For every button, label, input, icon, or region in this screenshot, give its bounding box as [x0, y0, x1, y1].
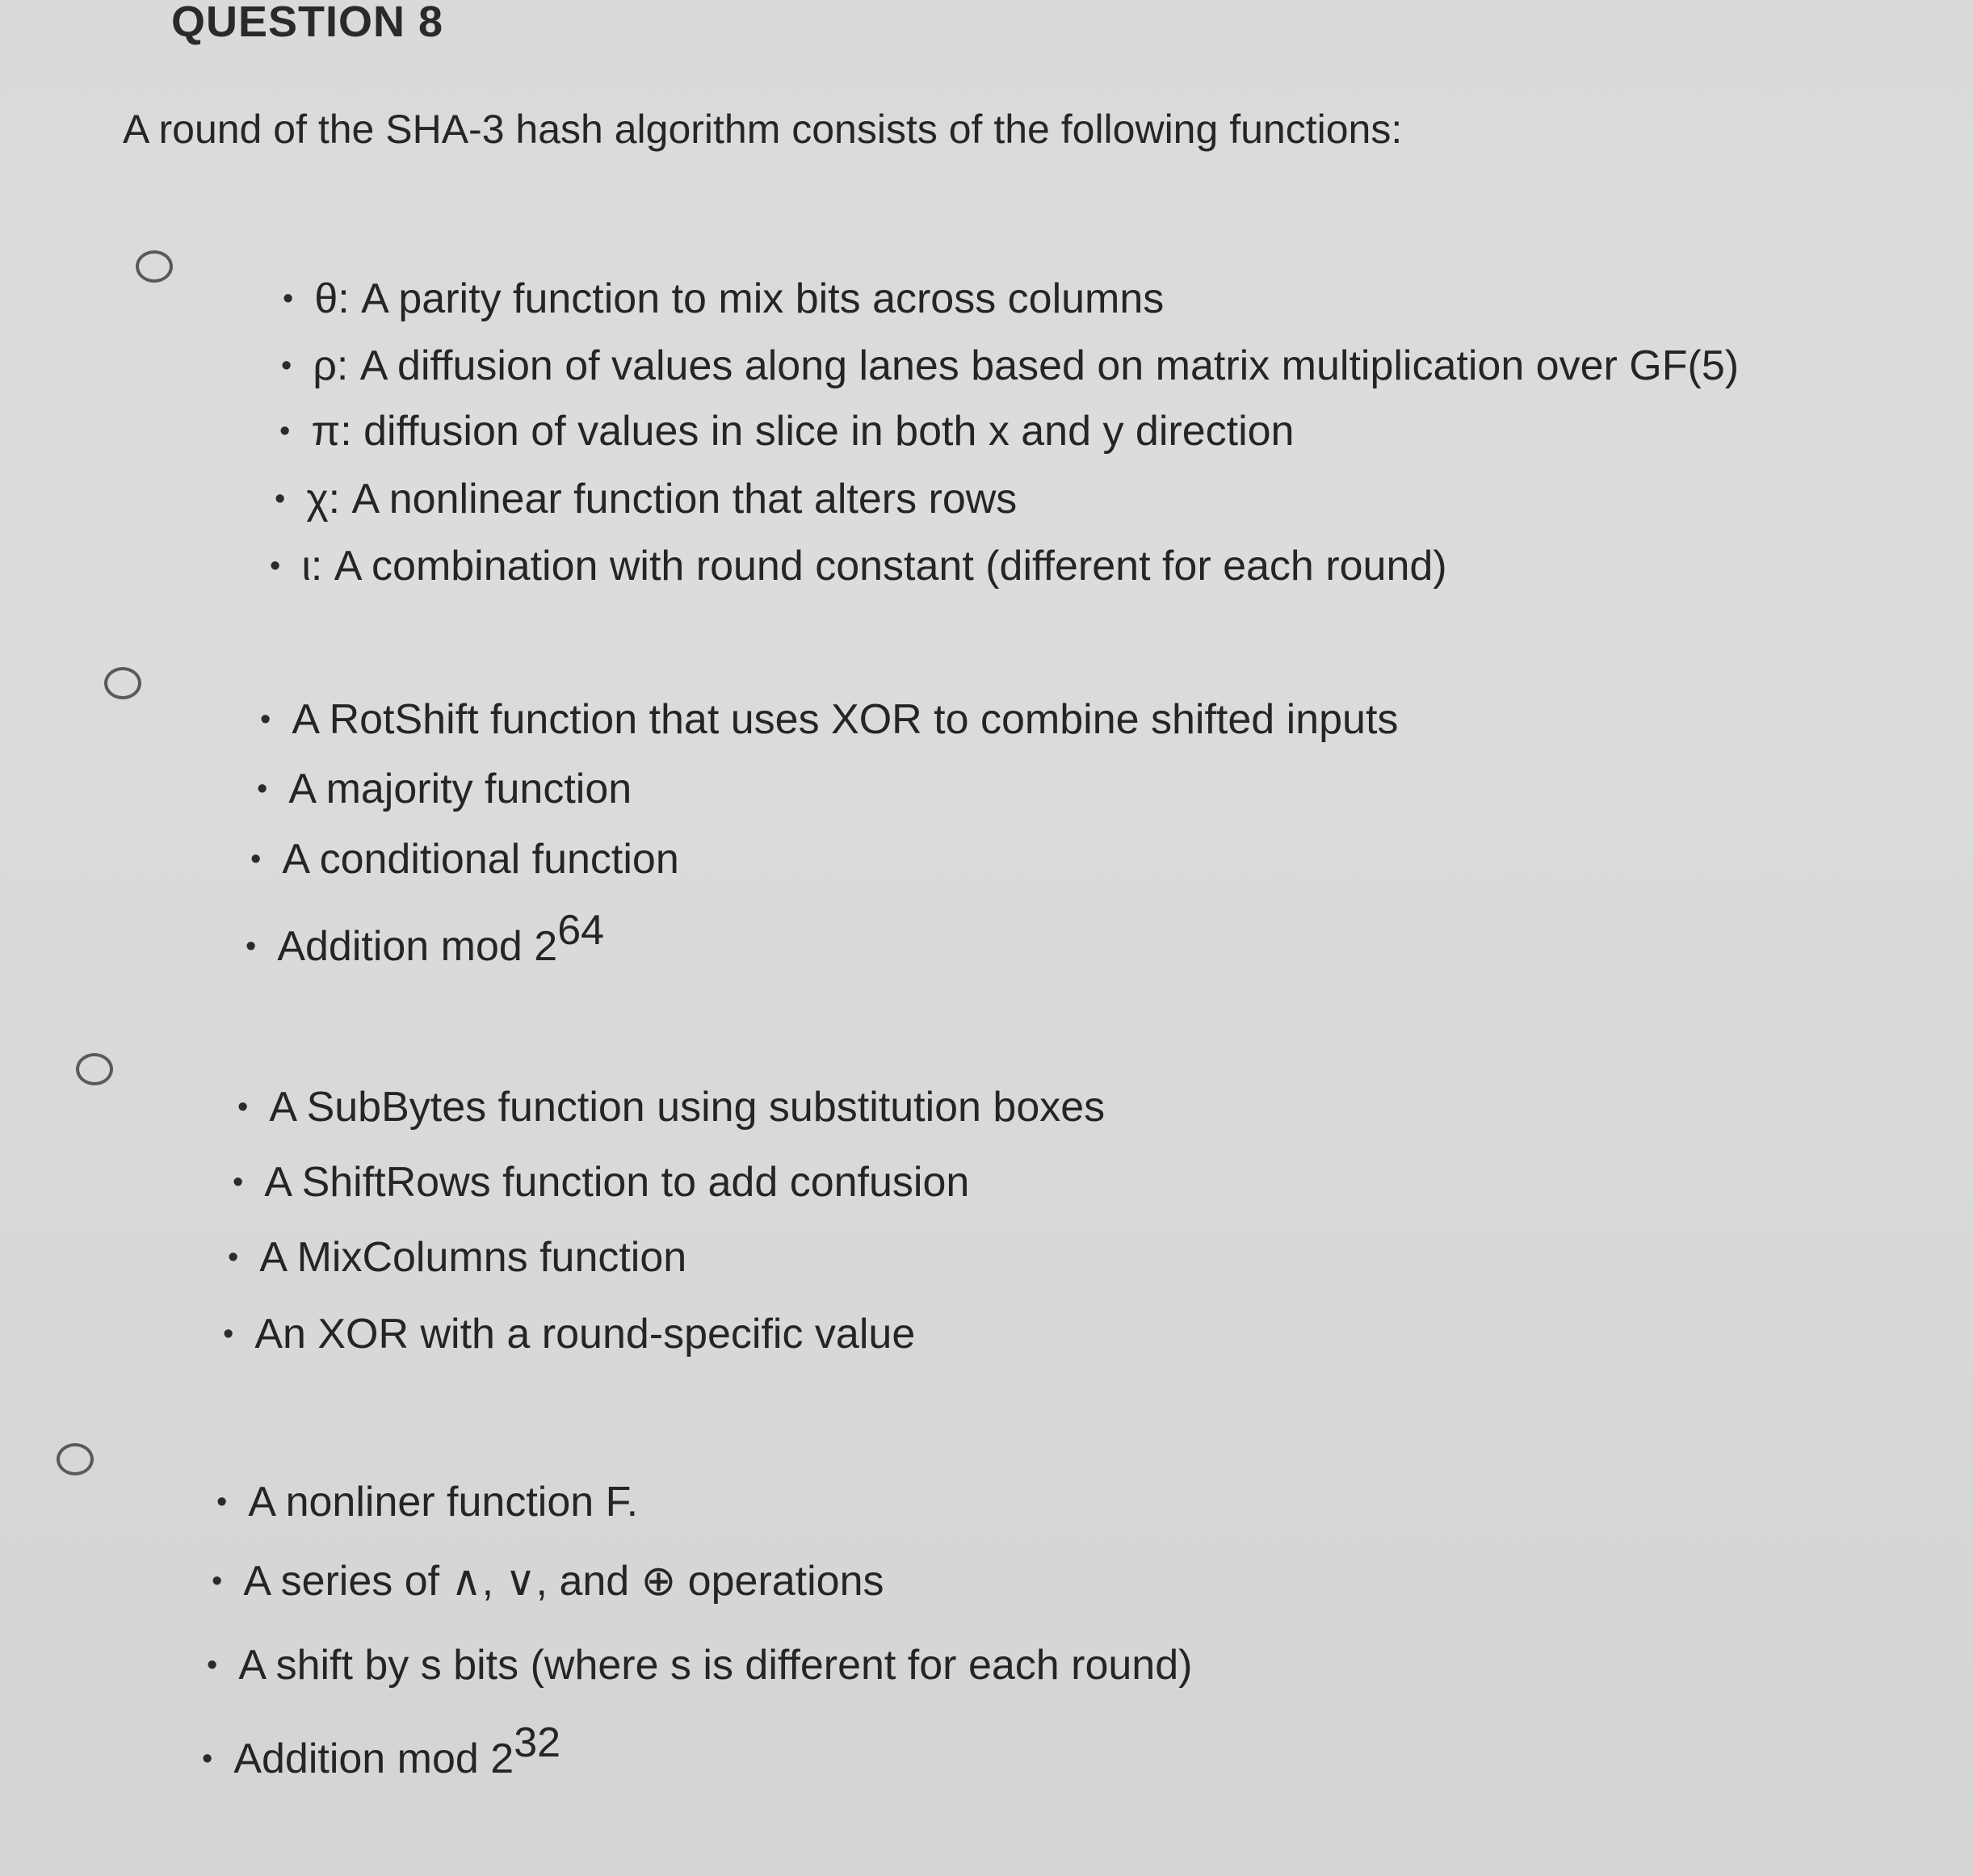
question-prompt: A round of the SHA-3 hash algorithm consists of the following functions: — [123, 107, 1403, 152]
option-radio-3[interactable] — [76, 1053, 113, 1085]
exponent: 64 — [557, 907, 605, 954]
list-item — [212, 1555, 884, 1607]
exponent: 32 — [514, 1719, 561, 1766]
list-item-text: A MixColumns function — [259, 1234, 687, 1281]
list-item-text: A shift by s bits (where s is different for each round) — [238, 1642, 1193, 1689]
list-item — [283, 273, 1164, 325]
list-item-text: A nonliner function F. — [248, 1479, 639, 1526]
list-item-text: Addition mod 2 — [277, 923, 558, 970]
list-item-text: ρ: A diffusion of values along lanes based on matrix multiplication over GF(5) — [313, 342, 1740, 389]
bullet-dot: • — [281, 349, 292, 383]
bullet-dot: • — [270, 549, 281, 583]
bullet-dot: • — [223, 1317, 234, 1351]
list-item — [275, 473, 1017, 525]
list-item — [216, 1476, 638, 1528]
list-item-text: A series of ∧, ∨, and ⊕ operations — [243, 1558, 884, 1605]
bullet-dot: • — [279, 414, 291, 448]
option-radio-2[interactable] — [104, 667, 141, 699]
list-item — [279, 405, 1294, 457]
list-item-text: A RotShift function that uses XOR to combine shifted inputs — [292, 696, 1399, 743]
list-item — [202, 1719, 561, 1785]
list-item-text: A SubBytes function using substitution boxes — [269, 1084, 1106, 1131]
list-item-text: An XOR with a round-specific value — [254, 1311, 916, 1358]
list-item — [228, 1232, 686, 1283]
list-item — [250, 833, 679, 885]
bullet-dot: • — [212, 1564, 223, 1598]
bullet-dot: • — [260, 703, 271, 737]
list-item — [246, 907, 605, 972]
list-item-text: ι: A combination with round constant (different for each round) — [301, 543, 1447, 590]
page-title: QUESTION 8 — [171, 0, 444, 46]
list-item-text: A majority function — [288, 766, 632, 812]
list-item — [233, 1156, 969, 1208]
bullet-dot: • — [207, 1648, 218, 1682]
bullet-dot: • — [216, 1485, 228, 1519]
list-item-text: θ: A parity function to mix bits across columns — [314, 275, 1165, 322]
bullet-dot: • — [283, 282, 294, 316]
list-item-text: π: diffusion of values in slice in both x and y direction — [311, 408, 1295, 455]
list-item — [237, 1081, 1105, 1133]
list-item-text: A ShiftRows function to add confusion — [264, 1159, 970, 1206]
option-radio-1[interactable] — [136, 250, 173, 283]
list-item — [207, 1639, 1192, 1691]
bullet-dot: • — [250, 842, 262, 876]
bullet-dot: • — [237, 1090, 249, 1124]
list-item — [260, 694, 1398, 745]
bullet-dot: • — [275, 482, 286, 516]
bullet-dot: • — [228, 1240, 239, 1274]
option-radio-4[interactable] — [57, 1443, 94, 1475]
list-item — [257, 763, 632, 815]
bullet-dot: • — [246, 930, 257, 963]
list-item-text: χ: A nonlinear function that alters rows — [306, 476, 1018, 523]
bullet-dot: • — [202, 1742, 213, 1776]
list-item — [281, 340, 1739, 392]
list-item — [270, 540, 1447, 592]
list-item — [223, 1308, 915, 1360]
list-item-text: A conditional function — [282, 836, 679, 883]
bullet-dot: • — [233, 1165, 244, 1199]
bullet-dot: • — [257, 772, 268, 806]
list-item-text: Addition mod 2 — [233, 1735, 514, 1782]
